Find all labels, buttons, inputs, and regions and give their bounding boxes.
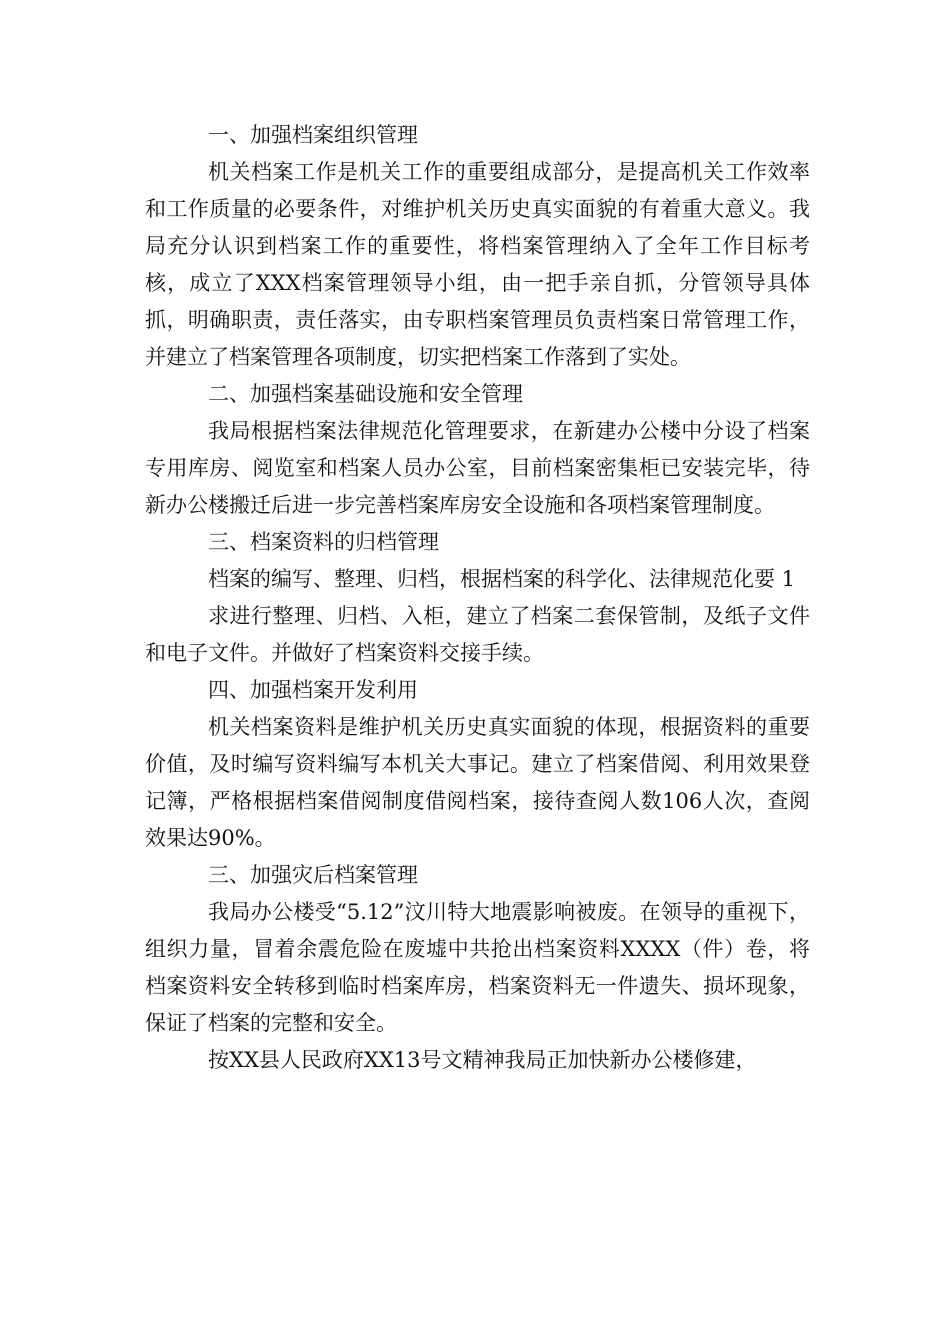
section-heading-1: 一、加强档案组织管理 [208, 123, 418, 147]
section-heading-2: 二、加强档案基础设施和安全管理 [208, 382, 523, 406]
closing-paragraph: 按XX县人民政府XX13号文精神我局正加快新办公楼修建， [208, 1048, 757, 1072]
document-body [145, 117, 810, 1079]
section-paragraph-5: 我局办公楼受“5.12”汶川特大地震影响被废。在领导的重视下，组织力量，冒着余震危险在废墟中共抢出档案资料XXXX（件）卷，将档案资料安全转移到临时档案库房，档案资料无一件遗失、损坏现象，保证了档案的完整和安全。 [145, 900, 810, 1035]
section-heading-3: 三、档案资料的归档管理 [208, 530, 439, 554]
section-heading-4: 四、加强档案开发利用 [208, 678, 418, 702]
section-paragraph-3b: 求进行整理、归档、入柜，建立了档案二套保管制，及纸子文件和电子文件。并做好了档案资料交接手续。 [145, 604, 810, 665]
section-paragraph-4: 机关档案资料是维护机关历史真实面貌的体现，根据资料的重要价值，及时编写资料编写本机关大事记。建立了档案借阅、利用效果登记簿，严格根据档案借阅制度借阅档案，接待查阅人数106人次，查阅效果达90%。 [145, 715, 810, 850]
section-paragraph-3a: 档案的编写、整理、归档，根据档案的科学化、法律规范化要 1 [208, 567, 796, 591]
section-paragraph-1: 机关档案工作是机关工作的重要组成部分，是提高机关工作效率和工作质量的必要条件，对维护机关历史真实面貌的有着重大意义。我局充分认识到档案工作的重要性，将档案管理纳入了全年工作目标考核，成立了XXX档案管理领导小组，由一把手亲自抓，分管领导具体抓，明确职责，责任落实，由专职档案管理员负责档案日常管理工作，并建立了档案管理各项制度，切实把档案工作落到了实处。 [145, 160, 810, 369]
section-paragraph-2: 我局根据档案法律规范化管理要求，在新建办公楼中分设了档案专用库房、阅览室和档案人员办公室，目前档案密集柜已安装完毕，待新办公楼搬迁后进一步完善档案库房安全设施和各项档案管理制度。 [145, 419, 810, 517]
section-heading-5: 三、加强灾后档案管理 [208, 863, 418, 887]
